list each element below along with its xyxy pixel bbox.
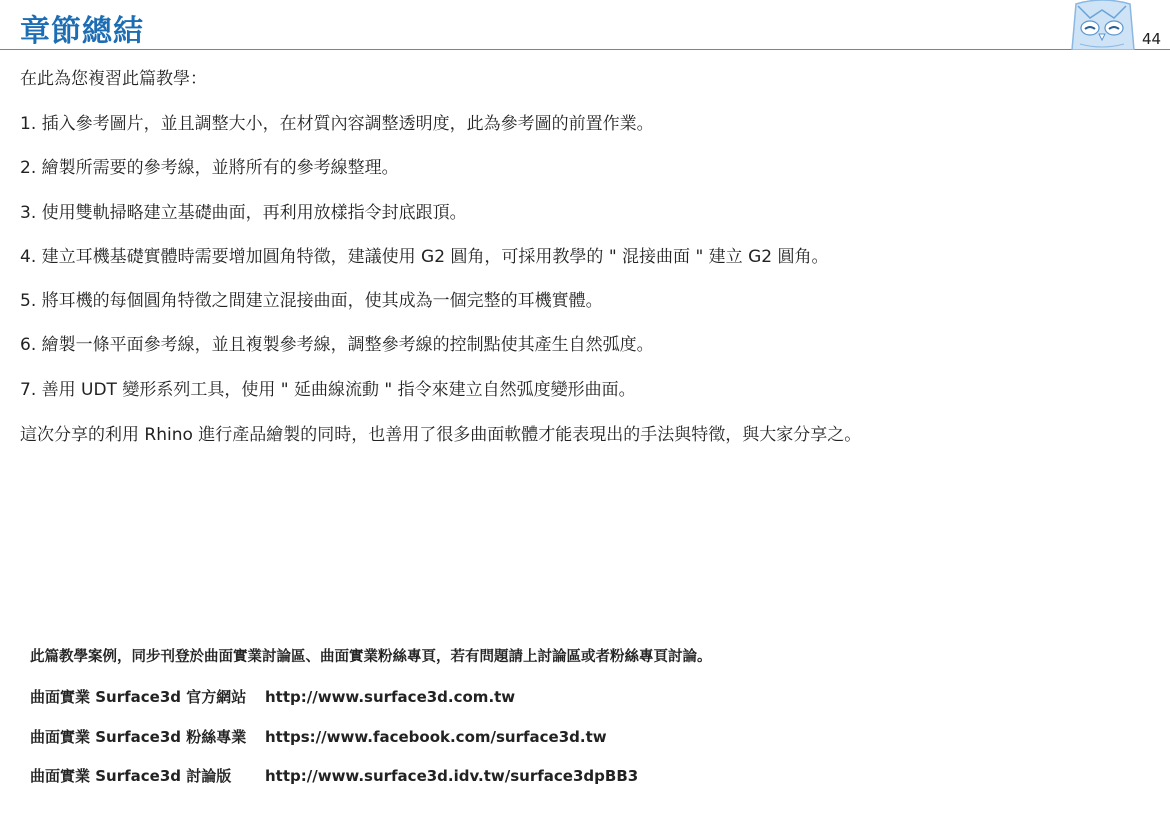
footer-notice: 此篇教學案例，同步刊登於曲面實業討論區、曲面實業粉絲專頁，若有問題請上討論區或者粉絲專頁討論。 [30, 649, 712, 665]
list-item: 2. 繪製所需要的參考線，並將所有的參考線整理。 [20, 158, 399, 179]
link-label: 曲面實業 Surface3d 官方網站 [30, 688, 247, 706]
list-item: 5. 將耳機的每個圓角特徵之間建立混接曲面，使其成為一個完整的耳機實體。 [20, 291, 603, 312]
facebook-link[interactable]: https://www.facebook.com/surface3d.tw [265, 727, 607, 746]
link-label: 曲面實業 Surface3d 討論版 [30, 767, 232, 785]
owl-logo-icon [1066, 0, 1138, 50]
page-title: 章節總結 [20, 14, 144, 49]
footer [30, 646, 712, 805]
list-item: 3. 使用雙軌掃略建立基礎曲面，再利用放樣指令封底跟頂。 [20, 202, 467, 223]
link-label: 曲面實業 Surface3d 粉絲專業 [30, 727, 247, 746]
link-row-website [30, 686, 712, 726]
link-row-forum [30, 765, 712, 805]
closing-summary: 這次分享的利用 Rhino 進行產品繪製的同時，也善用了很多曲面軟體才能表現出的手法與特徵，與大家分享之。 [20, 425, 862, 445]
page-number: 44 [1142, 30, 1162, 48]
link-row-facebook [30, 726, 712, 766]
intro-text: 在此為您複習此篇教學： [20, 69, 207, 89]
list-item: 7. 善用 UDT 變形系列工具，使用 " 延曲線流動 " 指令來建立自然弧度變形曲面。 [20, 379, 636, 400]
list-item: 4. 建立耳機基礎實體時需要增加圓角特徵，建議使用 G2 圓角，可採用教學的 " 混接曲面 " 建立 G2 圓角。 [20, 246, 829, 267]
list-item: 6. 繪製一條平面參考線，並且複製參考線，調整參考線的控制點使其產生自然弧度。 [20, 335, 654, 356]
website-link[interactable]: http://www.surface3d.com.tw [265, 688, 516, 706]
forum-link[interactable]: http://www.surface3d.idv.tw/surface3dpBB3 [265, 767, 639, 785]
page-header [0, 0, 1170, 52]
summary-list [20, 113, 828, 423]
list-item: 1. 插入參考圖片，並且調整大小，在材質內容調整透明度，此為參考圖的前置作業。 [20, 114, 654, 134]
header-divider [0, 49, 1170, 50]
